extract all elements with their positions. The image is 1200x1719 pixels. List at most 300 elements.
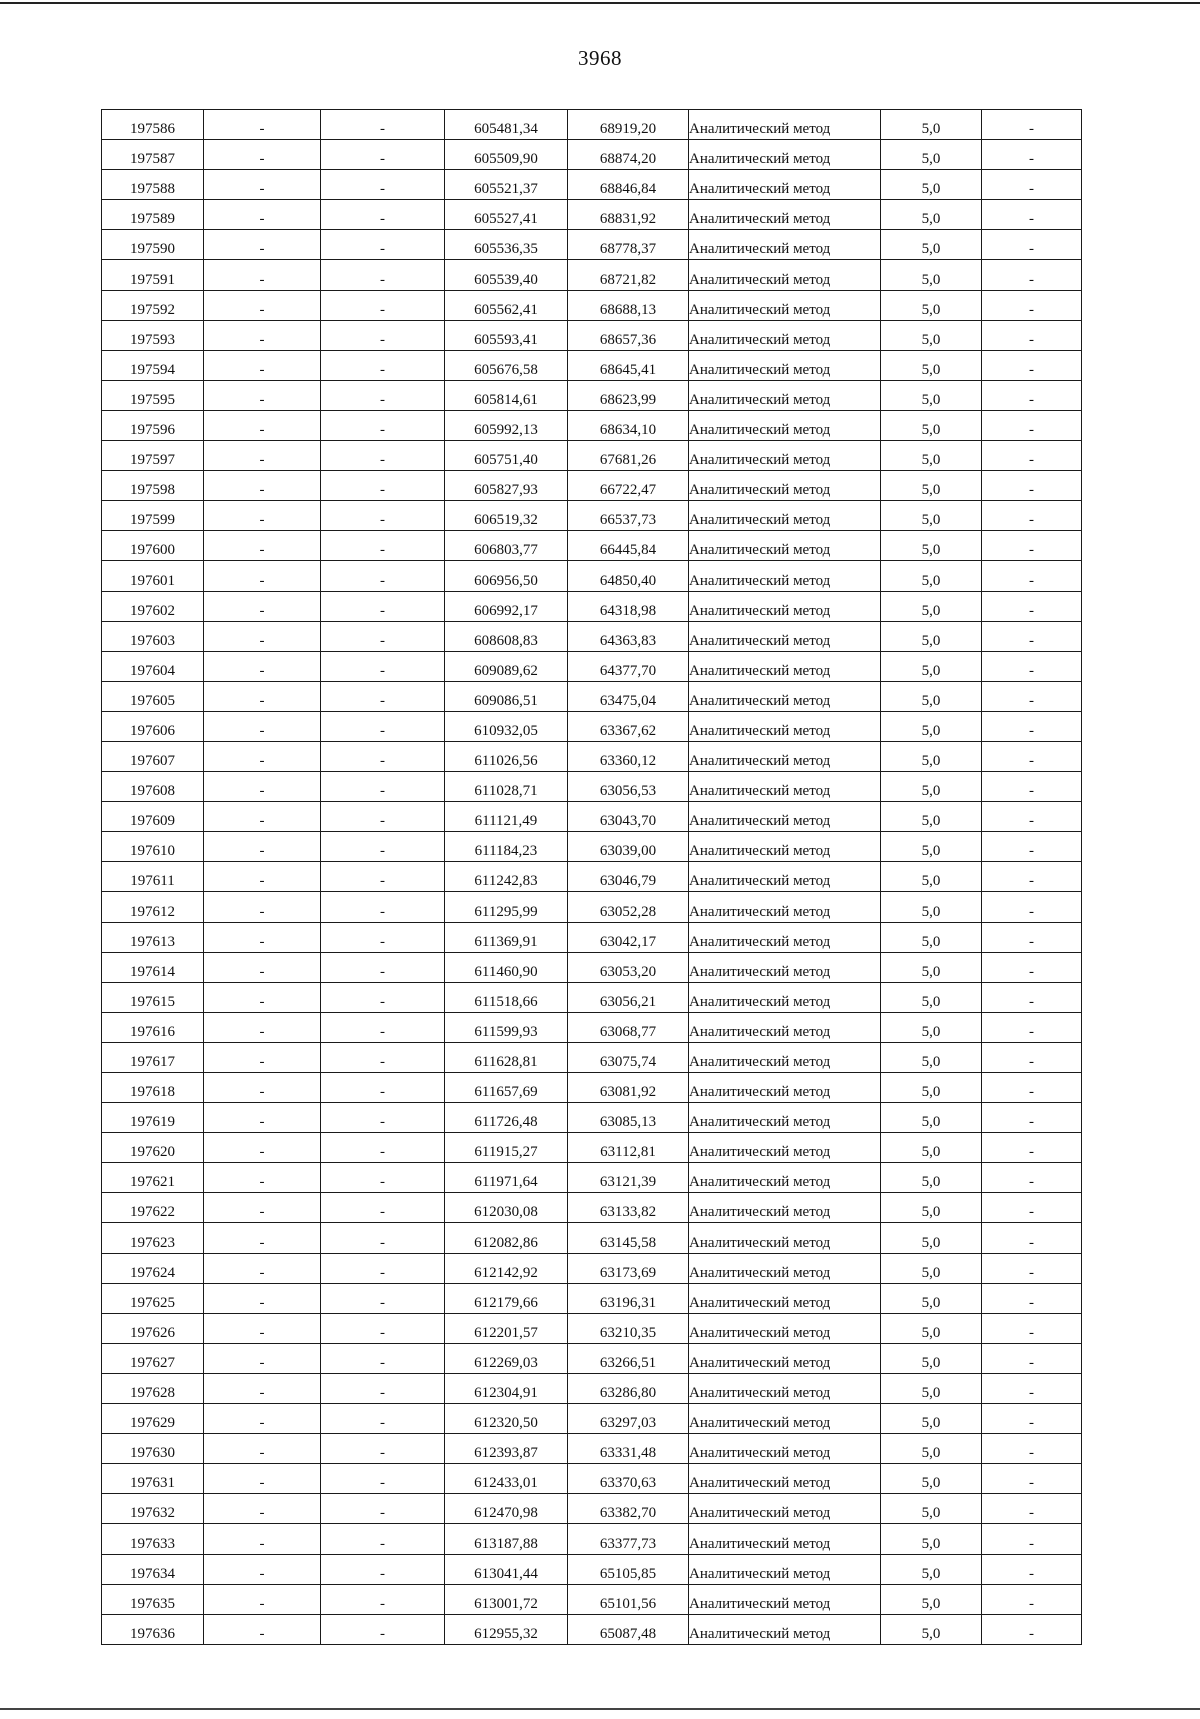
accuracy-cell: 5,0 [881,591,982,621]
point-number-cell: 197613 [102,922,204,952]
method-cell: Аналитический метод [689,1404,881,1434]
table-row [102,1373,1082,1403]
accuracy-cell: 5,0 [881,290,982,320]
point-number-cell: 197616 [102,1012,204,1042]
empty-value-cell: - [321,1373,445,1403]
point-number-cell: 197623 [102,1223,204,1253]
empty-value-cell: - [204,110,321,140]
empty-value-cell: - [982,922,1082,952]
x-coordinate-cell: 611121,49 [445,802,568,832]
table-row [102,1012,1082,1042]
empty-value-cell: - [204,952,321,982]
y-coordinate-cell: 63286,80 [568,1373,689,1403]
x-coordinate-cell: 612142,92 [445,1253,568,1283]
point-number-cell: 197612 [102,892,204,922]
point-number-cell: 197611 [102,862,204,892]
x-coordinate-cell: 606803,77 [445,531,568,561]
method-cell: Аналитический метод [689,410,881,440]
point-number-cell: 197590 [102,230,204,260]
method-cell: Аналитический метод [689,501,881,531]
empty-value-cell: - [204,1434,321,1464]
method-cell: Аналитический метод [689,681,881,711]
point-number-cell: 197626 [102,1313,204,1343]
accuracy-cell: 5,0 [881,561,982,591]
method-cell: Аналитический метод [689,110,881,140]
table-row [102,501,1082,531]
point-number-cell: 197593 [102,320,204,350]
empty-value-cell: - [321,982,445,1012]
empty-value-cell: - [321,1524,445,1554]
empty-value-cell: - [204,1103,321,1133]
table-row [102,200,1082,230]
x-coordinate-cell: 611460,90 [445,952,568,982]
point-number-cell: 197617 [102,1042,204,1072]
accuracy-cell: 5,0 [881,350,982,380]
x-coordinate-cell: 611657,69 [445,1073,568,1103]
x-coordinate-cell: 611242,83 [445,862,568,892]
x-coordinate-cell: 606956,50 [445,561,568,591]
table-row [102,1404,1082,1434]
x-coordinate-cell: 605481,34 [445,110,568,140]
empty-value-cell: - [204,832,321,862]
method-cell: Аналитический метод [689,350,881,380]
empty-value-cell: - [204,741,321,771]
empty-value-cell: - [982,1464,1082,1494]
point-number-cell: 197633 [102,1524,204,1554]
empty-value-cell: - [982,350,1082,380]
accuracy-cell: 5,0 [881,982,982,1012]
method-cell: Аналитический метод [689,140,881,170]
x-coordinate-cell: 612433,01 [445,1464,568,1494]
empty-value-cell: - [321,561,445,591]
accuracy-cell: 5,0 [881,621,982,651]
point-number-cell: 197594 [102,350,204,380]
empty-value-cell: - [204,1524,321,1554]
table-row [102,410,1082,440]
y-coordinate-cell: 66722,47 [568,471,689,501]
empty-value-cell: - [982,410,1082,440]
empty-value-cell: - [204,1012,321,1042]
accuracy-cell: 5,0 [881,1434,982,1464]
empty-value-cell: - [321,1313,445,1343]
accuracy-cell: 5,0 [881,501,982,531]
accuracy-cell: 5,0 [881,1133,982,1163]
empty-value-cell: - [982,1343,1082,1373]
empty-value-cell: - [321,1042,445,1072]
method-cell: Аналитический метод [689,982,881,1012]
empty-value-cell: - [982,1524,1082,1554]
empty-value-cell: - [204,1554,321,1584]
y-coordinate-cell: 68634,10 [568,410,689,440]
method-cell: Аналитический метод [689,1524,881,1554]
y-coordinate-cell: 63046,79 [568,862,689,892]
point-number-cell: 197600 [102,531,204,561]
empty-value-cell: - [204,922,321,952]
top-border-line [0,2,1200,4]
point-number-cell: 197631 [102,1464,204,1494]
empty-value-cell: - [321,1012,445,1042]
point-number-cell: 197610 [102,832,204,862]
empty-value-cell: - [204,290,321,320]
x-coordinate-cell: 612470,98 [445,1494,568,1524]
empty-value-cell: - [321,802,445,832]
y-coordinate-cell: 63133,82 [568,1193,689,1223]
empty-value-cell: - [321,1584,445,1614]
point-number-cell: 197629 [102,1404,204,1434]
accuracy-cell: 5,0 [881,1163,982,1193]
empty-value-cell: - [982,1614,1082,1644]
x-coordinate-cell: 611726,48 [445,1103,568,1133]
table-row [102,561,1082,591]
method-cell: Аналитический метод [689,1042,881,1072]
table-row [102,1223,1082,1253]
empty-value-cell: - [321,110,445,140]
empty-value-cell: - [982,1434,1082,1464]
x-coordinate-cell: 611184,23 [445,832,568,862]
table-row [102,1464,1082,1494]
accuracy-cell: 5,0 [881,531,982,561]
point-number-cell: 197608 [102,772,204,802]
empty-value-cell: - [321,290,445,320]
empty-value-cell: - [321,892,445,922]
method-cell: Аналитический метод [689,1434,881,1464]
method-cell: Аналитический метод [689,1554,881,1584]
point-number-cell: 197621 [102,1163,204,1193]
accuracy-cell: 5,0 [881,1494,982,1524]
empty-value-cell: - [321,1163,445,1193]
empty-value-cell: - [982,1373,1082,1403]
empty-value-cell: - [204,651,321,681]
y-coordinate-cell: 67681,26 [568,441,689,471]
empty-value-cell: - [204,380,321,410]
accuracy-cell: 5,0 [881,1524,982,1554]
method-cell: Аналитический метод [689,1012,881,1042]
accuracy-cell: 5,0 [881,200,982,230]
table-row [102,1434,1082,1464]
x-coordinate-cell: 612082,86 [445,1223,568,1253]
empty-value-cell: - [204,1073,321,1103]
y-coordinate-cell: 63367,62 [568,711,689,741]
point-number-cell: 197586 [102,110,204,140]
empty-value-cell: - [982,651,1082,681]
empty-value-cell: - [204,1193,321,1223]
point-number-cell: 197620 [102,1133,204,1163]
x-coordinate-cell: 612955,32 [445,1614,568,1644]
table-row [102,711,1082,741]
x-coordinate-cell: 611028,71 [445,772,568,802]
table-row [102,230,1082,260]
empty-value-cell: - [321,471,445,501]
empty-value-cell: - [204,1494,321,1524]
method-cell: Аналитический метод [689,380,881,410]
accuracy-cell: 5,0 [881,772,982,802]
point-number-cell: 197589 [102,200,204,230]
point-number-cell: 197601 [102,561,204,591]
point-number-cell: 197619 [102,1103,204,1133]
method-cell: Аналитический метод [689,952,881,982]
method-cell: Аналитический метод [689,1223,881,1253]
x-coordinate-cell: 608608,83 [445,621,568,651]
empty-value-cell: - [982,531,1082,561]
accuracy-cell: 5,0 [881,1193,982,1223]
empty-value-cell: - [204,711,321,741]
point-number-cell: 197615 [102,982,204,1012]
x-coordinate-cell: 605593,41 [445,320,568,350]
accuracy-cell: 5,0 [881,1554,982,1584]
empty-value-cell: - [204,1313,321,1343]
empty-value-cell: - [982,1042,1082,1072]
empty-value-cell: - [321,922,445,952]
table-row [102,170,1082,200]
empty-value-cell: - [982,1253,1082,1283]
method-cell: Аналитический метод [689,1313,881,1343]
empty-value-cell: - [204,561,321,591]
empty-value-cell: - [321,1494,445,1524]
accuracy-cell: 5,0 [881,741,982,771]
point-number-cell: 197630 [102,1434,204,1464]
x-coordinate-cell: 605992,13 [445,410,568,440]
x-coordinate-cell: 612179,66 [445,1283,568,1313]
method-cell: Аналитический метод [689,1283,881,1313]
empty-value-cell: - [982,892,1082,922]
table-row [102,1103,1082,1133]
accuracy-cell: 5,0 [881,1404,982,1434]
method-cell: Аналитический метод [689,741,881,771]
empty-value-cell: - [321,1133,445,1163]
point-number-cell: 197635 [102,1584,204,1614]
empty-value-cell: - [982,140,1082,170]
empty-value-cell: - [204,1253,321,1283]
x-coordinate-cell: 609086,51 [445,681,568,711]
empty-value-cell: - [982,1133,1082,1163]
empty-value-cell: - [982,380,1082,410]
y-coordinate-cell: 63196,31 [568,1283,689,1313]
empty-value-cell: - [982,471,1082,501]
empty-value-cell: - [204,621,321,651]
empty-value-cell: - [982,501,1082,531]
empty-value-cell: - [982,1313,1082,1343]
empty-value-cell: - [982,441,1082,471]
empty-value-cell: - [321,772,445,802]
empty-value-cell: - [982,952,1082,982]
x-coordinate-cell: 605521,37 [445,170,568,200]
x-coordinate-cell: 605509,90 [445,140,568,170]
empty-value-cell: - [204,892,321,922]
method-cell: Аналитический метод [689,922,881,952]
accuracy-cell: 5,0 [881,1223,982,1253]
empty-value-cell: - [321,1103,445,1133]
table-row [102,471,1082,501]
empty-value-cell: - [982,1404,1082,1434]
empty-value-cell: - [204,441,321,471]
point-number-cell: 197618 [102,1073,204,1103]
y-coordinate-cell: 63068,77 [568,1012,689,1042]
empty-value-cell: - [982,621,1082,651]
method-cell: Аналитический метод [689,1343,881,1373]
x-coordinate-cell: 613041,44 [445,1554,568,1584]
accuracy-cell: 5,0 [881,651,982,681]
x-coordinate-cell: 610932,05 [445,711,568,741]
point-number-cell: 197595 [102,380,204,410]
table-row [102,1073,1082,1103]
accuracy-cell: 5,0 [881,952,982,982]
empty-value-cell: - [321,531,445,561]
empty-value-cell: - [982,290,1082,320]
empty-value-cell: - [321,952,445,982]
empty-value-cell: - [321,380,445,410]
table-row [102,952,1082,982]
empty-value-cell: - [204,140,321,170]
empty-value-cell: - [321,1404,445,1434]
method-cell: Аналитический метод [689,1464,881,1494]
accuracy-cell: 5,0 [881,1103,982,1133]
point-number-cell: 197607 [102,741,204,771]
y-coordinate-cell: 63039,00 [568,832,689,862]
y-coordinate-cell: 63377,73 [568,1524,689,1554]
y-coordinate-cell: 63266,51 [568,1343,689,1373]
point-number-cell: 197634 [102,1554,204,1584]
y-coordinate-cell: 63360,12 [568,741,689,771]
method-cell: Аналитический метод [689,1103,881,1133]
empty-value-cell: - [321,681,445,711]
empty-value-cell: - [204,501,321,531]
table-row [102,531,1082,561]
empty-value-cell: - [204,1133,321,1163]
accuracy-cell: 5,0 [881,1584,982,1614]
method-cell: Аналитический метод [689,1193,881,1223]
empty-value-cell: - [982,681,1082,711]
empty-value-cell: - [982,832,1082,862]
empty-value-cell: - [982,1283,1082,1313]
empty-value-cell: - [321,140,445,170]
table-row [102,320,1082,350]
empty-value-cell: - [321,832,445,862]
point-number-cell: 197624 [102,1253,204,1283]
point-number-cell: 197628 [102,1373,204,1403]
method-cell: Аналитический метод [689,711,881,741]
y-coordinate-cell: 63053,20 [568,952,689,982]
empty-value-cell: - [982,110,1082,140]
empty-value-cell: - [321,651,445,681]
method-cell: Аналитический метод [689,260,881,290]
table-row [102,1614,1082,1644]
bottom-border-line [0,1708,1200,1710]
accuracy-cell: 5,0 [881,1464,982,1494]
accuracy-cell: 5,0 [881,862,982,892]
x-coordinate-cell: 611295,99 [445,892,568,922]
empty-value-cell: - [204,1373,321,1403]
method-cell: Аналитический метод [689,1133,881,1163]
y-coordinate-cell: 68657,36 [568,320,689,350]
table-row [102,441,1082,471]
x-coordinate-cell: 605562,41 [445,290,568,320]
y-coordinate-cell: 68645,41 [568,350,689,380]
accuracy-cell: 5,0 [881,711,982,741]
method-cell: Аналитический метод [689,591,881,621]
y-coordinate-cell: 63475,04 [568,681,689,711]
x-coordinate-cell: 605536,35 [445,230,568,260]
method-cell: Аналитический метод [689,802,881,832]
point-number-cell: 197602 [102,591,204,621]
y-coordinate-cell: 63075,74 [568,1042,689,1072]
method-cell: Аналитический метод [689,320,881,350]
accuracy-cell: 5,0 [881,110,982,140]
method-cell: Аналитический метод [689,441,881,471]
method-cell: Аналитический метод [689,531,881,561]
table-row [102,110,1082,140]
accuracy-cell: 5,0 [881,410,982,440]
x-coordinate-cell: 611599,93 [445,1012,568,1042]
table-row [102,1584,1082,1614]
empty-value-cell: - [204,260,321,290]
empty-value-cell: - [204,1283,321,1313]
method-cell: Аналитический метод [689,1253,881,1283]
x-coordinate-cell: 606519,32 [445,501,568,531]
accuracy-cell: 5,0 [881,260,982,290]
empty-value-cell: - [982,982,1082,1012]
y-coordinate-cell: 63210,35 [568,1313,689,1343]
method-cell: Аналитический метод [689,290,881,320]
empty-value-cell: - [321,320,445,350]
x-coordinate-cell: 611518,66 [445,982,568,1012]
empty-value-cell: - [204,350,321,380]
accuracy-cell: 5,0 [881,380,982,410]
y-coordinate-cell: 68688,13 [568,290,689,320]
y-coordinate-cell: 63121,39 [568,1163,689,1193]
method-cell: Аналитический метод [689,832,881,862]
accuracy-cell: 5,0 [881,892,982,922]
empty-value-cell: - [321,441,445,471]
table-row [102,1524,1082,1554]
empty-value-cell: - [321,501,445,531]
y-coordinate-cell: 63331,48 [568,1434,689,1464]
y-coordinate-cell: 65101,56 [568,1584,689,1614]
y-coordinate-cell: 66537,73 [568,501,689,531]
method-cell: Аналитический метод [689,1494,881,1524]
table-row [102,802,1082,832]
accuracy-cell: 5,0 [881,832,982,862]
empty-value-cell: - [204,531,321,561]
x-coordinate-cell: 612269,03 [445,1343,568,1373]
point-number-cell: 197603 [102,621,204,651]
point-number-cell: 197598 [102,471,204,501]
accuracy-cell: 5,0 [881,802,982,832]
empty-value-cell: - [982,1193,1082,1223]
empty-value-cell: - [982,1554,1082,1584]
point-number-cell: 197597 [102,441,204,471]
empty-value-cell: - [321,1434,445,1464]
method-cell: Аналитический метод [689,1584,881,1614]
x-coordinate-cell: 605539,40 [445,260,568,290]
point-number-cell: 197599 [102,501,204,531]
table-row [102,380,1082,410]
empty-value-cell: - [321,200,445,230]
y-coordinate-cell: 63382,70 [568,1494,689,1524]
table-row [102,982,1082,1012]
table-row [102,621,1082,651]
empty-value-cell: - [204,200,321,230]
point-number-cell: 197606 [102,711,204,741]
empty-value-cell: - [321,350,445,380]
accuracy-cell: 5,0 [881,1283,982,1313]
y-coordinate-cell: 68778,37 [568,230,689,260]
empty-value-cell: - [204,591,321,621]
table-row [102,922,1082,952]
y-coordinate-cell: 63112,81 [568,1133,689,1163]
empty-value-cell: - [982,561,1082,591]
x-coordinate-cell: 612320,50 [445,1404,568,1434]
table-row [102,1133,1082,1163]
